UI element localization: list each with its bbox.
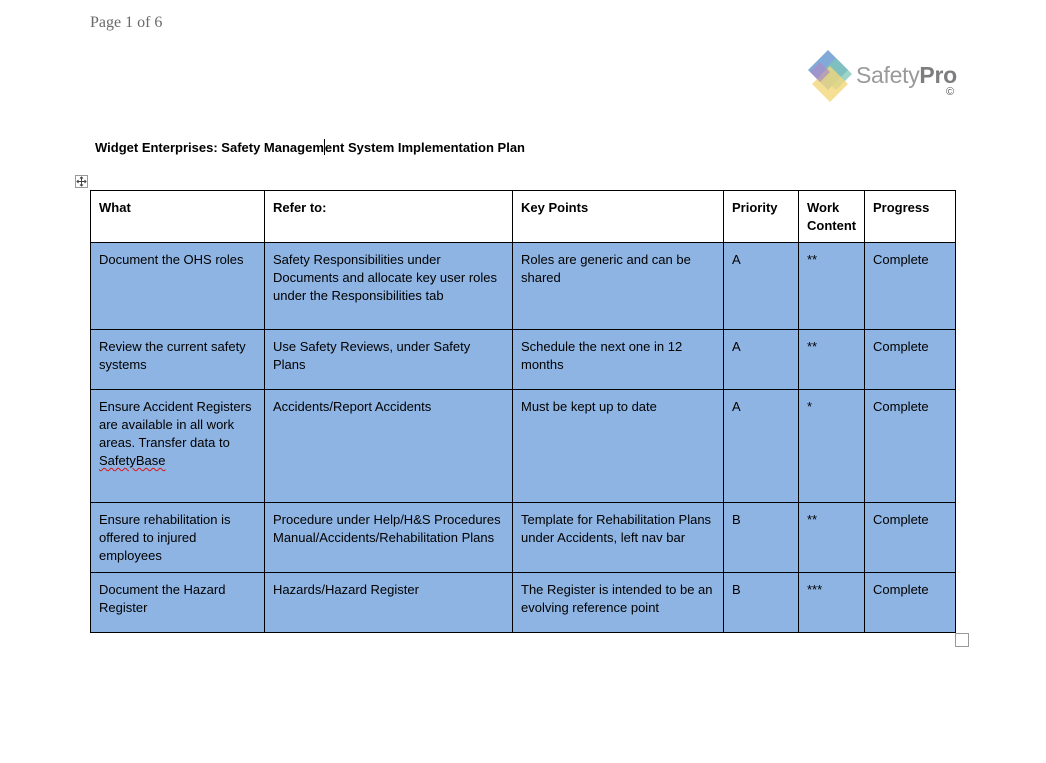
header-what[interactable]: What — [91, 191, 265, 243]
cell-refer-to[interactable]: Safety Responsibilities under Documents and allocate key user roles under the Responsibilities tab — [265, 243, 513, 330]
cell-work-content[interactable]: ** — [799, 503, 865, 573]
cell-what-text: Ensure Accident Registers are available in all work areas. Transfer data to — [99, 399, 252, 450]
cell-refer-to[interactable]: Accidents/Report Accidents — [265, 390, 513, 503]
cell-work-content[interactable]: * — [799, 390, 865, 503]
cell-priority[interactable]: A — [724, 243, 799, 330]
cell-key-points[interactable]: Schedule the next one in 12 months — [513, 330, 724, 390]
cell-refer-to[interactable]: Procedure under Help/H&S Procedures Manual/Accidents/Rehabilitation Plans — [265, 503, 513, 573]
cell-key-points[interactable]: Must be kept up to date — [513, 390, 724, 503]
cell-progress[interactable]: Complete — [865, 390, 956, 503]
move-arrows-icon — [76, 176, 87, 187]
header-refer-to[interactable]: Refer to: — [265, 191, 513, 243]
cell-refer-to[interactable]: Use Safety Reviews, under Safety Plans — [265, 330, 513, 390]
page-number: Page 1 of 6 — [90, 14, 163, 31]
cell-refer-to[interactable]: Hazards/Hazard Register — [265, 573, 513, 633]
table-row — [91, 573, 956, 633]
cell-progress[interactable]: Complete — [865, 503, 956, 573]
cell-key-points[interactable]: The Register is intended to be an evolving reference point — [513, 573, 724, 633]
cell-work-content[interactable]: ** — [799, 243, 865, 330]
implementation-plan-table — [90, 190, 956, 633]
cell-priority[interactable]: A — [724, 330, 799, 390]
cell-work-content[interactable]: ** — [799, 330, 865, 390]
header-progress[interactable]: Progress — [865, 191, 956, 243]
cell-what[interactable] — [91, 390, 265, 503]
header-key-points[interactable]: Key Points — [513, 191, 724, 243]
copyright-symbol: © — [946, 86, 955, 98]
cell-priority[interactable]: B — [724, 573, 799, 633]
document-title-part2: ent System Implementation Plan — [324, 140, 525, 155]
cell-priority[interactable]: A — [724, 390, 799, 503]
table-row — [91, 503, 956, 573]
logo-wordmark-pro: Pro — [919, 62, 957, 88]
cell-priority[interactable]: B — [724, 503, 799, 573]
cell-key-points[interactable]: Roles are generic and can be shared — [513, 243, 724, 330]
safetypro-logo-mark-icon — [806, 48, 856, 106]
cell-what[interactable]: Document the Hazard Register — [91, 573, 265, 633]
logo-wordmark — [856, 62, 957, 89]
header-work-content[interactable]: Work Content — [799, 191, 865, 243]
logo-wordmark-safety: Safety — [856, 62, 920, 88]
table-row — [91, 243, 956, 330]
table-row — [91, 390, 956, 503]
cell-progress[interactable]: Complete — [865, 573, 956, 633]
document-title-part1: Widget Enterprises: Safety Managem — [95, 140, 324, 155]
table-move-handle[interactable] — [75, 175, 88, 188]
document-title[interactable] — [95, 139, 525, 155]
cell-progress[interactable]: Complete — [865, 243, 956, 330]
table-row — [91, 330, 956, 390]
table-resize-handle[interactable] — [955, 633, 969, 647]
spelling-flagged-word[interactable]: SafetyBase — [99, 453, 166, 468]
safetypro-logo — [806, 48, 966, 106]
cell-progress[interactable]: Complete — [865, 330, 956, 390]
header-priority[interactable]: Priority — [724, 191, 799, 243]
cell-work-content[interactable]: *** — [799, 573, 865, 633]
cell-key-points[interactable]: Template for Rehabilitation Plans under Accidents, left nav bar — [513, 503, 724, 573]
cell-what[interactable]: Ensure rehabilitation is offered to injured employees — [91, 503, 265, 573]
cell-what[interactable]: Review the current safety systems — [91, 330, 265, 390]
cell-what[interactable]: Document the OHS roles — [91, 243, 265, 330]
table-header-row — [91, 191, 956, 243]
